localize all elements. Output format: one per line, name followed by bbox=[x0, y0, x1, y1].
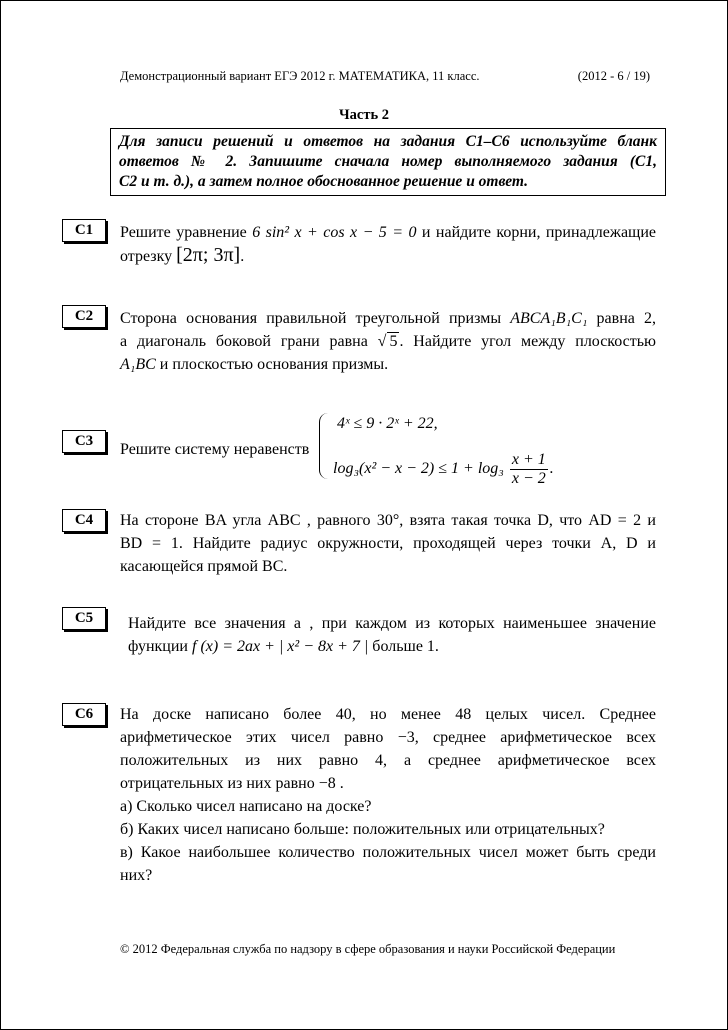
equation: 6 sin² x + cos x − 5 = 0 bbox=[252, 224, 417, 241]
task-text: а диагональ боковой грани равна bbox=[120, 333, 368, 350]
task-text: больше 1. bbox=[372, 638, 439, 655]
task-line bbox=[120, 353, 656, 376]
side-length: 2 bbox=[644, 310, 653, 327]
task-line: На доске написано более 40, но менее 48 целых чисел. Среднее bbox=[120, 706, 656, 723]
task-line: арифметическое этих чисел равно −3, среднее арифметическое всех bbox=[120, 729, 656, 746]
task-c3-lead: Решите систему неравенств bbox=[120, 441, 310, 458]
task-line: Найдите все значения a , при каждом из которых наименьшее значение bbox=[128, 615, 656, 632]
task-c2 bbox=[120, 307, 656, 376]
system-brace bbox=[319, 413, 328, 479]
task-line bbox=[120, 307, 656, 330]
task-text: равна bbox=[596, 310, 635, 327]
task-text: и найдите корни, принадлежащие bbox=[421, 224, 657, 241]
function-formula: f (x) = 2ax + | x² − 8x + 7 | bbox=[192, 638, 369, 655]
sqrt-sign: √ bbox=[377, 333, 387, 350]
plane-name: A₁BC bbox=[120, 356, 156, 373]
fraction bbox=[510, 451, 548, 488]
fraction-numerator: x + 1 bbox=[511, 451, 546, 468]
task-tag-c3: С3 bbox=[62, 430, 106, 453]
inequality-2-left: log₃(x² − x − 2) ≤ 1 + log₃ bbox=[333, 460, 504, 478]
header-page-number: (2012 - 6 / 19) bbox=[577, 69, 650, 83]
task-line: BD = 1. Найдите радиус окружности, проходящей через точки A, D и bbox=[120, 535, 656, 552]
inequality-1: 4ˣ ≤ 9 · 2ˣ + 22, bbox=[337, 415, 438, 432]
task-line: положительных из них равно 4, а среднее арифметическое всех bbox=[120, 752, 656, 769]
header-title: Демонстрационный вариант ЕГЭ 2012 г. МАТЕМАТИКА, 11 класс. bbox=[120, 69, 480, 83]
task-line bbox=[128, 635, 656, 658]
instructions-line: С2 и т. д.), а затем полное обоснованное решение и ответ. bbox=[119, 173, 529, 190]
task-line: отрицательных из них равно −8 . bbox=[120, 775, 344, 792]
task-text: функции bbox=[128, 638, 188, 655]
task-text: Решите уравнение bbox=[120, 224, 247, 241]
task-tag-c2: С2 bbox=[62, 305, 106, 328]
task-line: касающейся прямой BC. bbox=[120, 558, 288, 575]
question-c-end: них? bbox=[120, 867, 153, 884]
task-tag-c4: С4 bbox=[62, 509, 106, 532]
task-line: На стороне BA угла ABC , равного 30°, взята такая точка D, что AD = 2 и bbox=[120, 512, 656, 529]
task-line bbox=[120, 330, 656, 353]
fraction-denominator: x − 2 bbox=[511, 470, 546, 487]
task-c4 bbox=[120, 509, 656, 578]
task-line bbox=[120, 221, 656, 244]
question-a: а) Сколько чисел написано на доске? bbox=[120, 798, 372, 815]
task-tag-c5: С5 bbox=[62, 607, 106, 630]
instructions-box bbox=[110, 128, 666, 196]
part-title: Часть 2 bbox=[339, 107, 389, 123]
page-footer: © 2012 Федеральная служба по надзору в сфере образования и науки Российской Федерации bbox=[120, 942, 616, 956]
page-header bbox=[120, 69, 650, 84]
instructions-line: Для записи решений и ответов на задания С1–С6 используйте бланк bbox=[119, 133, 657, 150]
task-text: . Найдите угол между плоскостью bbox=[399, 333, 657, 350]
task-c5 bbox=[128, 612, 656, 658]
task-tag-c1: С1 bbox=[62, 219, 106, 242]
prism-name: ABCA₁B₁C₁ bbox=[510, 310, 588, 327]
task-text: и плоскостью основания призмы. bbox=[159, 356, 389, 373]
punctuation: . bbox=[549, 460, 554, 478]
task-text: отрезку bbox=[120, 248, 173, 265]
task-text: Сторона основания правильной треугольной призмы bbox=[120, 310, 502, 327]
task-tag-c6: С6 bbox=[62, 703, 106, 726]
instructions-line: ответов № 2. Запишите сначала номер выполняемого задания (С1, bbox=[119, 153, 657, 170]
question-c: в) Какое наибольшее количество положительных чисел может быть среди bbox=[120, 844, 656, 861]
diagonal-length: 5 bbox=[389, 333, 398, 350]
question-b: б) Каких чисел написано больше: положительных или отрицательных? bbox=[120, 821, 605, 838]
task-c1 bbox=[120, 221, 656, 268]
task-c6 bbox=[120, 703, 656, 887]
punctuation: , bbox=[652, 310, 657, 327]
task-line bbox=[120, 244, 656, 268]
inequality-2 bbox=[333, 451, 554, 488]
interval: [2π; 3π] bbox=[176, 244, 241, 266]
punctuation: . bbox=[240, 248, 245, 265]
